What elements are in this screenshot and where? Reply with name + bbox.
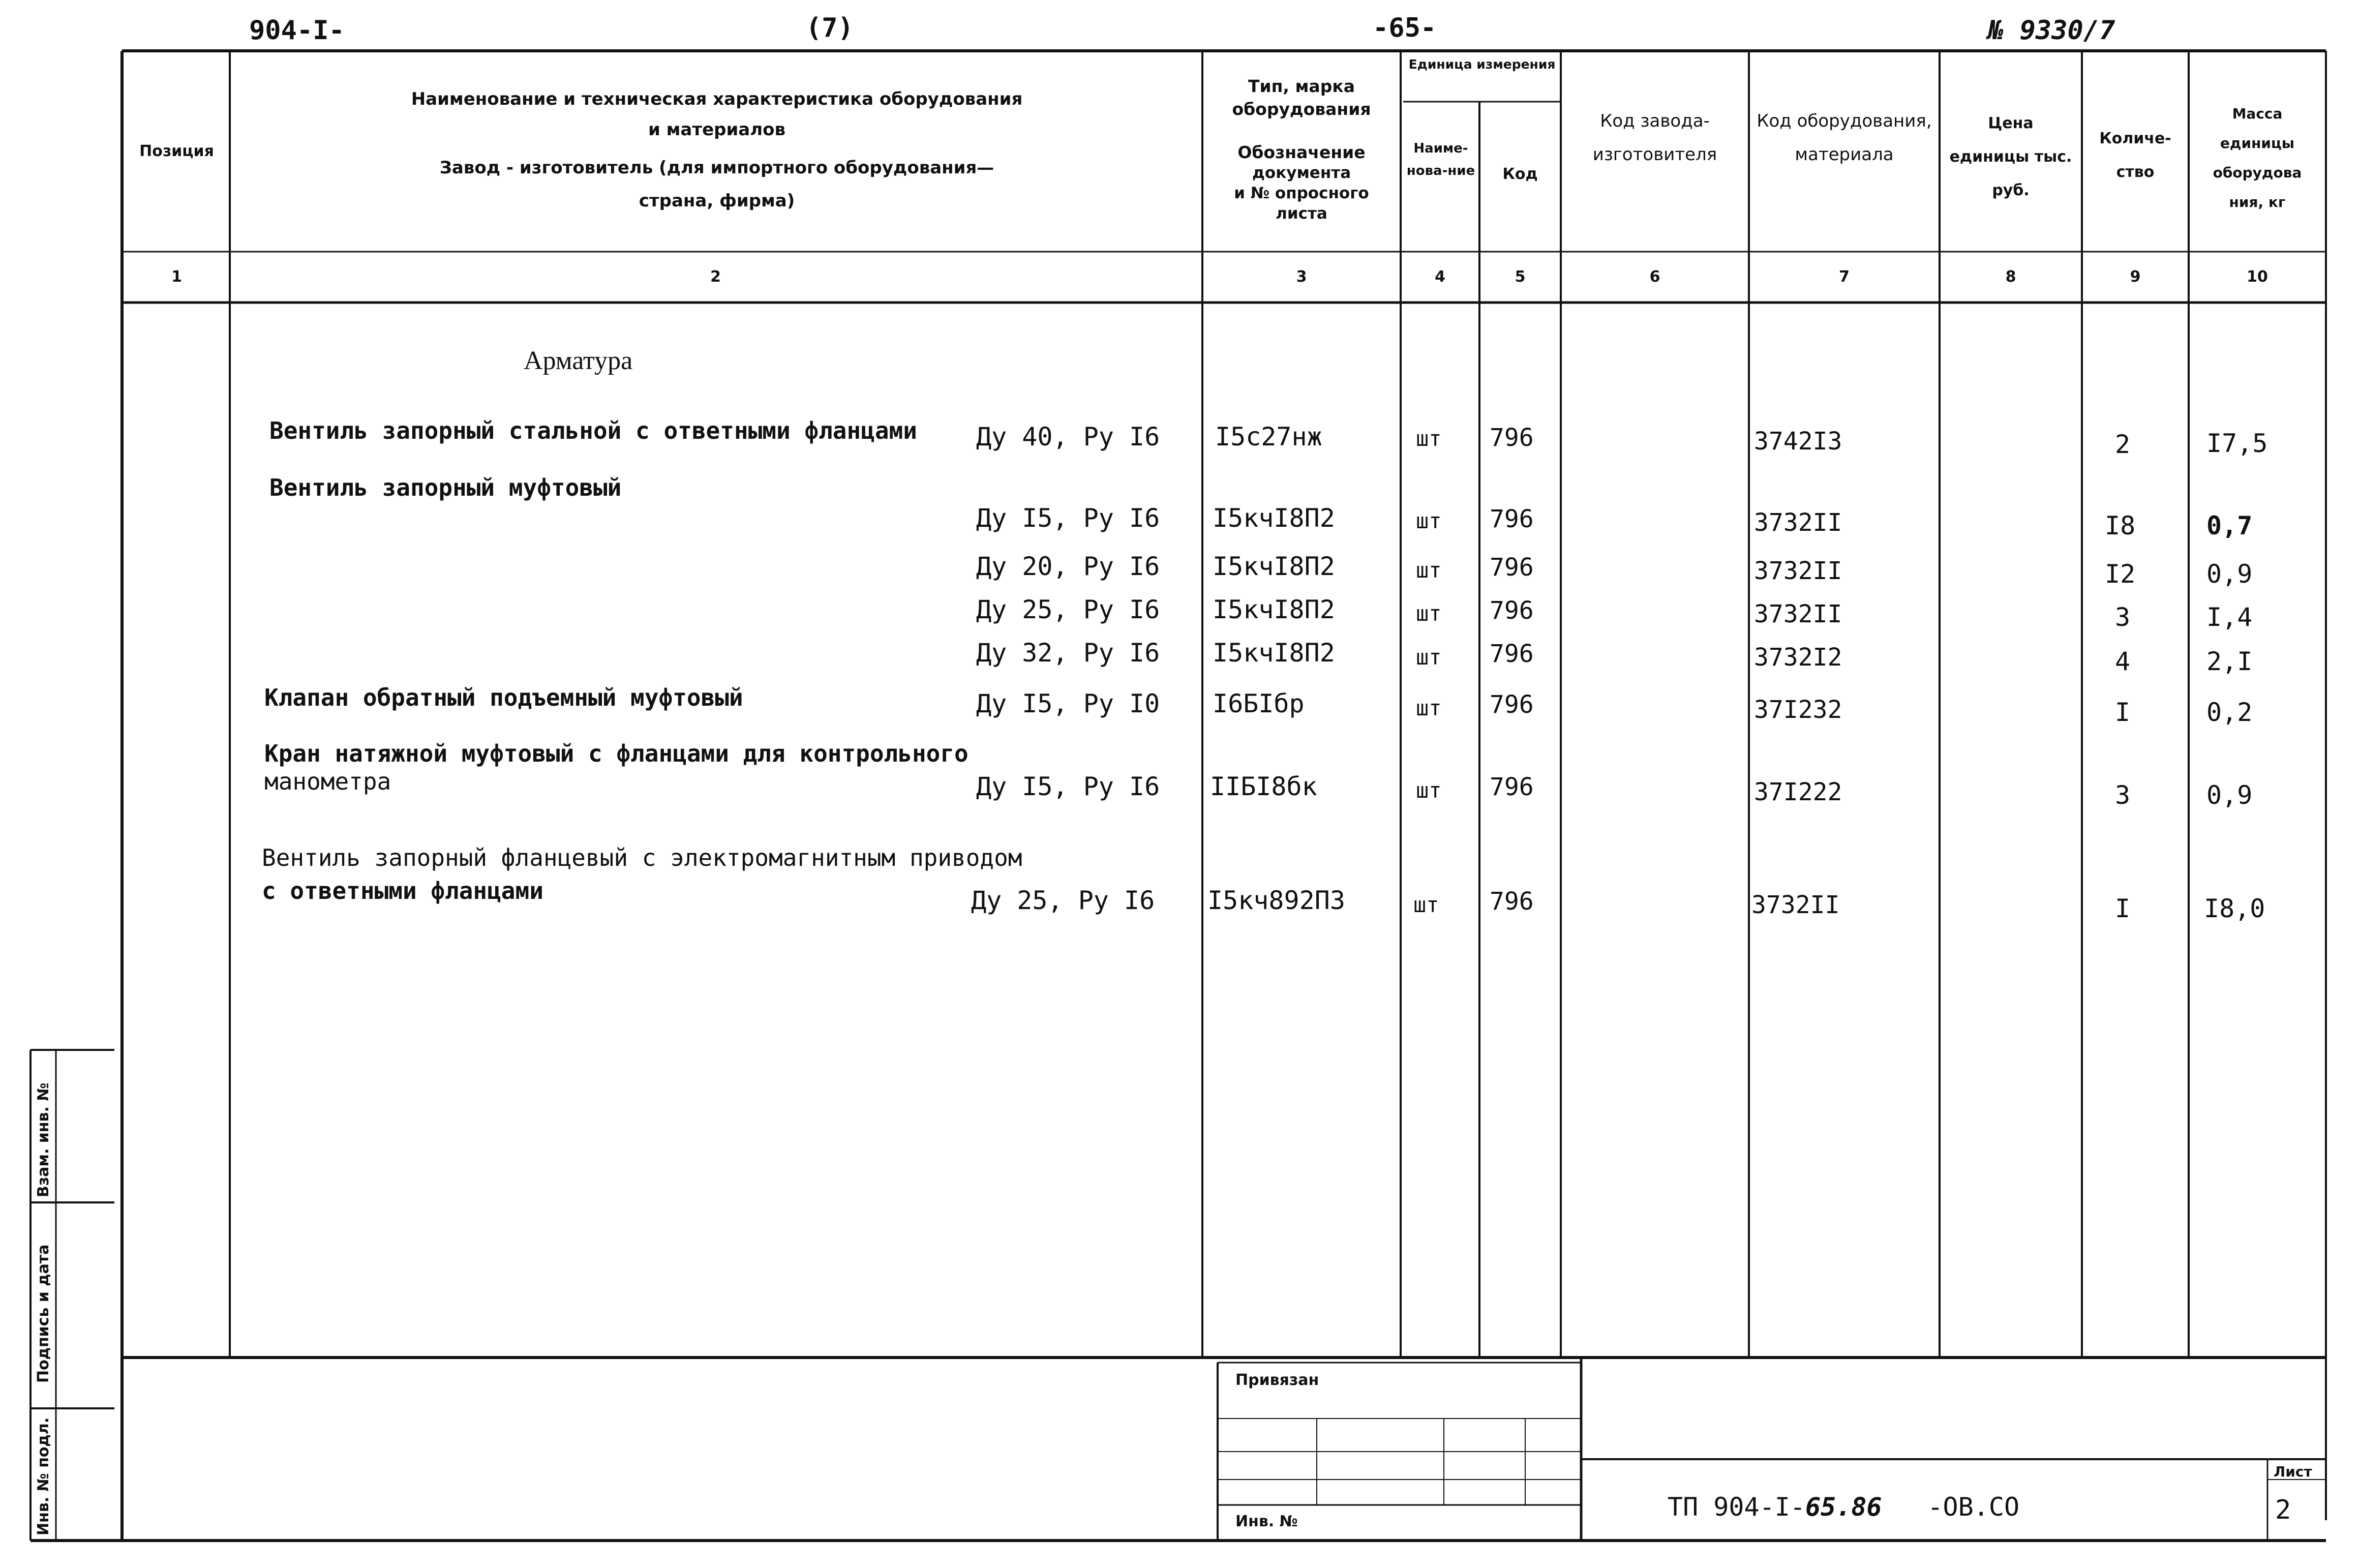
col-number: 3 bbox=[1296, 268, 1307, 286]
side-label-signature-date: Подпись и дата bbox=[35, 1244, 52, 1383]
item-qty: I bbox=[2115, 698, 2131, 727]
col-number: 4 bbox=[1435, 268, 1445, 286]
document-code-handwritten: 65.86 bbox=[1805, 1492, 1882, 1522]
col-number: 6 bbox=[1649, 268, 1660, 286]
item-spec: Ду 25, Ру I6 bbox=[976, 595, 1160, 624]
item-type: I5кч892П3 bbox=[1207, 886, 1345, 915]
series-mark: 904-I- bbox=[249, 15, 345, 46]
header-unit-code: Код bbox=[1502, 165, 1538, 183]
item-spec: Ду 20, Ру I6 bbox=[976, 552, 1160, 581]
sheet-number: 2 bbox=[2275, 1495, 2291, 1525]
item-type: I5кчI8П2 bbox=[1213, 552, 1335, 581]
item-qty: I2 bbox=[2105, 559, 2136, 589]
item-code: 796 bbox=[1490, 640, 1534, 668]
col-number: 1 bbox=[171, 268, 182, 286]
item-unit: шт bbox=[1416, 696, 1442, 720]
item-unit: шт bbox=[1416, 778, 1442, 803]
item-mass: I8,0 bbox=[2204, 894, 2265, 923]
item-name: Кран натяжной муфтовый с фланцами для контрольного bbox=[264, 740, 969, 767]
item-equip-code: 3742I3 bbox=[1754, 427, 1842, 456]
item-unit: шт bbox=[1416, 558, 1442, 583]
item-qty: 3 bbox=[2115, 602, 2131, 632]
col-number: 9 bbox=[2130, 268, 2141, 286]
item-type: I5с27нж bbox=[1215, 422, 1322, 451]
document-code-suffix: -ОВ.СО bbox=[1927, 1492, 2020, 1522]
header-type-line5: и № опросного bbox=[1234, 184, 1369, 202]
header-equipment-code: Код оборудования, материала bbox=[1757, 111, 1932, 165]
item-qty: 3 bbox=[2115, 780, 2131, 810]
item-spec: Ду I5, Ру I6 bbox=[976, 503, 1160, 533]
header-price: Цена единицы тыс. руб. bbox=[1949, 114, 2072, 199]
item-unit: шт bbox=[1413, 892, 1439, 917]
item-spec: Ду I5, Ру I6 bbox=[976, 772, 1160, 801]
col-number: 8 bbox=[2005, 268, 2016, 286]
item-mass: 0,2 bbox=[2206, 698, 2253, 727]
header-unit-title: Единица измерения bbox=[1408, 57, 1556, 72]
item-equip-code: 3732II bbox=[1754, 508, 1842, 537]
item-mass: 2,I bbox=[2206, 647, 2253, 676]
item-name: Вентиль запорный муфтовый bbox=[269, 474, 622, 501]
col-number: 2 bbox=[710, 268, 721, 286]
header-unit-name: Наиме-нова-ние bbox=[1406, 141, 1475, 178]
document-code bbox=[1668, 1492, 2019, 1522]
header-name-line4: страна, фирма) bbox=[639, 191, 795, 211]
item-code: 796 bbox=[1490, 887, 1534, 916]
header-type-line4: документа bbox=[1252, 164, 1351, 182]
item-spec: Ду 40, Ру I6 bbox=[976, 422, 1160, 451]
header-type-line3: Обозначение bbox=[1237, 142, 1366, 162]
header-name-line3: Завод - изготовитель (для импортного оборудования— bbox=[439, 158, 994, 178]
item-qty: I8 bbox=[2105, 511, 2136, 540]
stamp-inv-label: Инв. № bbox=[1235, 1513, 1298, 1530]
item-name: Клапан обратный подъемный муфтовый bbox=[264, 684, 743, 711]
item-type: I5кчI8П2 bbox=[1213, 638, 1335, 668]
item-unit: шт bbox=[1416, 601, 1442, 626]
item-mass: 0,7 bbox=[2206, 511, 2253, 540]
item-type: I5кчI8П2 bbox=[1213, 595, 1335, 624]
side-label-replaced-inv: Взам. инв. № bbox=[35, 1082, 52, 1197]
item-code: 796 bbox=[1490, 505, 1534, 533]
item-spec: Ду 25, Ру I6 bbox=[971, 886, 1155, 915]
page-number: -65- bbox=[1373, 13, 1437, 43]
document-code-prefix: ТП 904-I- bbox=[1668, 1492, 1805, 1522]
item-code: 796 bbox=[1490, 596, 1534, 625]
item-unit: шт bbox=[1416, 508, 1442, 533]
side-label-original-inv: Инв. № подл. bbox=[35, 1417, 52, 1535]
item-mass: I,4 bbox=[2206, 602, 2253, 632]
item-unit: шт bbox=[1416, 645, 1442, 670]
header-factory-code: Код завода-изготовителя bbox=[1592, 111, 1717, 165]
item-name: манометра bbox=[264, 768, 391, 795]
item-mass: I7,5 bbox=[2206, 429, 2268, 458]
item-type: I5кчI8П2 bbox=[1213, 503, 1335, 533]
stamp-bound-label: Привязан bbox=[1235, 1371, 1319, 1389]
col-number: 5 bbox=[1515, 268, 1526, 286]
item-name: Вентиль запорный фланцевый с электромагнитным приводом bbox=[262, 844, 1022, 871]
item-qty: 2 bbox=[2115, 430, 2131, 459]
header-position: Позиция bbox=[139, 142, 214, 160]
header-type-line6: листа bbox=[1276, 204, 1327, 223]
item-qty: I bbox=[2115, 894, 2131, 923]
col-number: 10 bbox=[2247, 268, 2268, 286]
item-equip-code: 3732I2 bbox=[1754, 643, 1842, 672]
item-type: I6БIбр bbox=[1213, 689, 1305, 718]
item-mass: 0,9 bbox=[2206, 780, 2253, 810]
part-mark: (7) bbox=[806, 13, 854, 43]
item-name: с ответными фланцами bbox=[262, 877, 543, 904]
header-type-line1: Тип, марка bbox=[1248, 76, 1355, 96]
header-type-line2: оборудования bbox=[1232, 99, 1371, 119]
item-type: IIБI8бк bbox=[1210, 772, 1317, 801]
item-spec: Ду I5, Ру I0 bbox=[976, 689, 1160, 718]
item-mass: 0,9 bbox=[2206, 559, 2253, 589]
item-equip-code: 37I232 bbox=[1754, 696, 1842, 724]
item-spec: Ду 32, Ру I6 bbox=[976, 638, 1160, 668]
item-code: 796 bbox=[1490, 690, 1534, 719]
sheet-label: Лист bbox=[2274, 1463, 2312, 1480]
section-title: Арматура bbox=[524, 346, 633, 375]
header-mass: Масса единицы оборудова ния, кг bbox=[2213, 105, 2302, 210]
item-unit: шт bbox=[1416, 426, 1442, 451]
item-qty: 4 bbox=[2115, 647, 2131, 676]
item-equip-code: 37I222 bbox=[1754, 778, 1842, 806]
item-equip-code: 3732II bbox=[1754, 600, 1842, 628]
header-name-line2: и материалов bbox=[648, 119, 786, 140]
item-code: 796 bbox=[1490, 424, 1534, 452]
document-number: № 9330/7 bbox=[1988, 15, 2115, 46]
header-name-line1: Наименование и техническая характеристика оборудования bbox=[411, 89, 1023, 109]
item-code: 796 bbox=[1490, 773, 1534, 801]
item-code: 796 bbox=[1490, 553, 1534, 582]
item-name: Вентиль запорный стальной с ответными фланцами bbox=[269, 417, 917, 444]
col-number: 7 bbox=[1839, 268, 1850, 286]
item-equip-code: 3732II bbox=[1754, 557, 1842, 585]
header-quantity: Количе-ство bbox=[2099, 130, 2171, 181]
item-equip-code: 3732II bbox=[1751, 891, 1840, 919]
